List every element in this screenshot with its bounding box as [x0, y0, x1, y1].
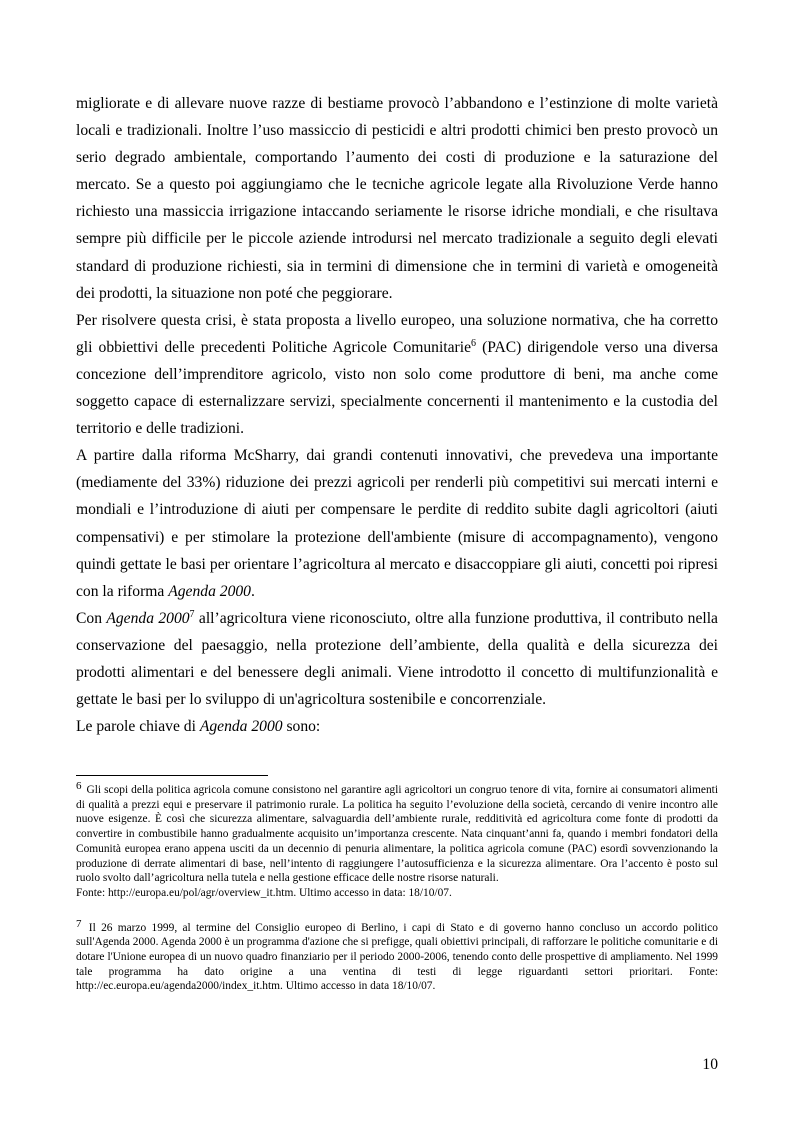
footnote-6-source: Fonte: http://europa.eu/pol/agr/overview_it.htm. Ultimo accesso in data: 18/10/07.: [76, 886, 452, 899]
footnote-ref-7[interactable]: 7: [189, 608, 195, 620]
paragraph-1: migliorate e di allevare nuove razze di bestiame provocò l’abbandono e l’estinzione di molte varietà locali e tradizionali. Inoltre l’uso massiccio di pesticidi e altri prodotti chimici ben presto provocò un serio degrado ambientale, comportando l’aumento dei costi di produzione e la saturazione del mercato. Se a questo poi aggiungiamo che le tecniche agricole legate alla Rivoluzione Verde hanno richiesto una massiccia irrigazione intaccando seriamente le risorse idriche mondiali, e che risultava sempre più difficile per le piccole aziende introdursi nel mercato tradizionale a seguito degli elevati standard di produzione richiesti, sia in termini di dimensione che in termini di varietà e omogeneità dei prodotti, la situazione non poté che peggiorare.: [76, 95, 718, 302]
paragraph-2-text-a: Per risolvere questa crisi, è stata proposta a livello europeo, una soluzione normativa, che ha corretto gli obbiettivi delle precedenti Politiche Agricole Comunitarie: [76, 311, 718, 356]
footnote-7-number: 7: [76, 917, 82, 930]
paragraph-2: [76, 307, 718, 442]
paragraph-5: [76, 713, 718, 740]
footnote-7-text: Il 26 marzo 1999, al termine del Consiglio europeo di Berlino, i capi di Stato e di governo hanno concluso un accordo politico sull'Agenda 2000. Agenda 2000 è un programma d'azione che si prefigge, quali obiettivi principali, di rafforzare le politiche comunitarie e di dotare l'Unione europea di un nuovo quadro finanziario per il periodo 2000-2006, tenendo conto delle prospettive di ampliamento. Nel 1999 tale programma ha dato origine a una ventina di testi di legge riguardanti settori prioritari. Fonte: http://ec.europa.eu/agenda2000/index_it.htm. Ultimo accesso in data 18/10/07.: [76, 921, 718, 993]
paragraph-3: [76, 442, 718, 605]
footnote-7: [76, 917, 718, 995]
footnote-6-text: Gli scopi della politica agricola comune consistono nel garantire agli agricoltori un congruo tenore di vita, fornire ai consumatori alimenti di qualità a prezzi equi e preservare il patrimonio rurale. La politica ha seguito l’evoluzione della società, cercando di venire incontro alle nuove esigenze. È così che sicurezza alimentare, salvaguardia dell’ambiente rurale, redditività ed agricoltura come fonte di prodotti da convertire in combustibile hanno gradualmente acquisito un’importanza crescente. Nata cinquant’anni fa, quando i membri fondatori della Comunità europea erano appena usciti da un decennio di penuria alimentare, la politica agricola comune (PAC) esordì sovvenzionando la produzione di derrate alimentari di base, nell’intento di raggiungere l’autosufficienza e la sicurezza alimentare. Ora l’accento è posto sul ruolo svolto dall’agricoltura nella tutela e nella gestione efficace delle nostre risorse naturali.: [76, 784, 718, 885]
paragraph-2-text-b: (PAC) dirigendole verso una diversa concezione dell’imprenditore agricolo, visto non solo come produttore di beni, ma anche come soggetto capace di esternalizzare servizi, specialmente concernenti il mantenimento e la custodia del territorio e delle tradizioni.: [76, 338, 718, 438]
paragraph-3-text-a: A partire dalla riforma McSharry, dai grandi contenuti innovativi, che prevedeva una importante (mediamente del 33%) riduzione dei prezzi agricoli per renderli più competitivi sui mercati interni e mondiali e l’introduzione di aiuti per compensare le perdite di reddito subite dagli agricoltori (aiuti compensativi) e per stimolare la protezione dell'ambiente (misure di accompagnamento), vengono quindi gettate le basi per orientare l’agricoltura al mercato e disaccoppiare gli aiuti, concetti poi ripresi con la riforma: [76, 447, 718, 600]
paragraph-5-emphasis: Agenda 2000: [199, 718, 283, 736]
footnote-separator: [76, 775, 268, 776]
paragraph-3-text-b: .: [250, 582, 255, 600]
paragraph-5-text-a: Le parole chiave di: [76, 718, 200, 736]
footnotes: [76, 780, 718, 994]
paragraph-4-text-a: Con: [76, 609, 107, 627]
footnote-ref-6[interactable]: 6: [471, 337, 476, 349]
paragraph-5-text-b: sono:: [282, 718, 321, 736]
page-number: 10: [702, 1056, 718, 1073]
paragraph-3-emphasis: Agenda 2000: [168, 582, 251, 600]
paragraph-4: [76, 605, 718, 713]
body-text: [76, 90, 718, 740]
paragraph-4-emphasis: Agenda 2000: [106, 609, 190, 627]
paragraph-4-text-b: all’agricoltura viene riconosciuto, oltre alla funzione produttiva, il contributo nella conservazione del paesaggio, nella protezione dell’ambiente, della qualità e della sicurezza dei prodotti alimentari e del benessere degli animali. Viene introdotto il concetto di multifunzionalità e gettate le basi per lo sviluppo di un'agricoltura sostenibile e concorrenziale.: [76, 609, 718, 709]
footnote-gap: [76, 901, 718, 921]
footnote-6-number: 6: [76, 780, 82, 792]
footnote-6: [76, 780, 718, 886]
